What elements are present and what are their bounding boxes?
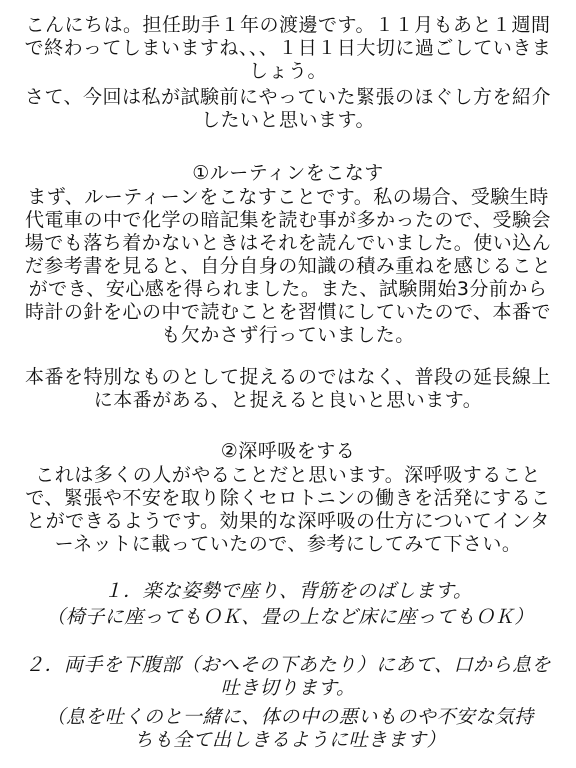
greeting-paragraph: こんにちは。担任助手１年の渡邊です。１１月もあと１週間で終わってしまいますね、、、１日１日大切に過ごしていきましょう。: [24, 14, 552, 82]
routine-paragraph: まず、ルーティーンをこなすことです。私の場合、受験生時代電車の中で化学の暗記集を読む事が多かったので、受験会場でも落ち着かないときはそれを読んでいました。使い込んだ参考書を見ると、自分自身の知識の積み重ねを感じることができ、安心感を得られました。また、試験開始3分前から時計の針を心の中で読むことを習慣にしていたので、本番でも欠かさず行っていました。: [24, 186, 552, 346]
step-item: １．楽な姿勢で座り、背筋をのばします。: [103, 580, 473, 602]
step-item: ２．両手を下腹部（おへその下あたり）にあて、口から息を吐き切ります。: [24, 654, 552, 699]
section-heading-deep-breath: ②深呼吸をする: [220, 440, 356, 462]
intro-paragraph: さて、今回は私が試験前にやっていた緊張のほぐし方を紹介したいと思います。: [24, 86, 552, 131]
deep-breath-paragraph: これは多くの人がやることだと思います。深呼吸することで、緊張や不安を取り除くセロトニンの働きを活発にすることができるようです。効果的な深呼吸の仕方についてインターネットに載っていたので、参考にしてみて下さい。: [25, 464, 551, 555]
step-note: （息を吐くのと一緒に、体の中の悪いものや不安な気持ちも全て出しきるように吐きます）: [46, 706, 534, 751]
step-note: （椅子に座ってもＯＫ、畳の上など床に座ってもＯＫ）: [46, 606, 534, 628]
routine-summary-paragraph: 本番を特別なものとして捉えるのではなく、普段の延長線上に本番がある、と捉えると良いと思います。: [24, 366, 552, 411]
section-heading-routine: ①ルーティンをこなす: [192, 162, 384, 184]
